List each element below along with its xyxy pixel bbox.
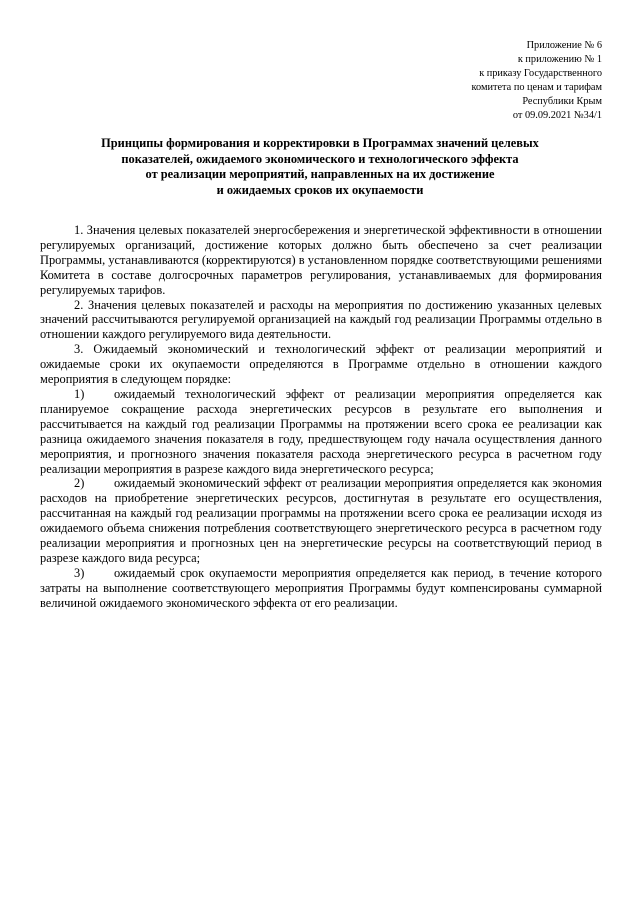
document-body [40, 223, 602, 611]
appendix-line: комитета по ценам и тарифам [471, 81, 602, 93]
appendix-line: к приложению № 1 [517, 53, 602, 65]
list-item-number: 3) [74, 565, 85, 580]
paragraph-1: 1. Значения целевых показателей энергосбережения и энергетической эффективности в отношении регулируемых организаций, достижение которых должно быть обеспечено за счет реализации Программы, устанавливаются (корректируются) в установленном порядке соответствующими решениями Комитета в составе долгосрочных параметров регулирования, устанавливаемых для формирования регулируемых тарифов. [40, 223, 602, 297]
title-line: от реализации мероприятий, направленных на их достижение [145, 167, 495, 182]
list-item [40, 387, 602, 476]
appendix-line: к приказу Государственного [479, 67, 602, 79]
list-item-number: 1) [74, 386, 85, 401]
title-line: Принципы формирования и корректировки в Программах значений целевых [101, 136, 539, 150]
title-line: показателей, ожидаемого экономического и технологического эффекта [121, 151, 519, 166]
paragraph-3: 3. Ожидаемый экономический и технологический эффект от реализации мероприятий и ожидаемые сроки их окупаемости определяются в Программе отдельно в отношении каждого мероприятия в следующем порядке: [40, 342, 602, 387]
appendix-line: Республики Крым [522, 95, 602, 107]
paragraph-2: 2. Значения целевых показателей и расходы на мероприятия по достижению указанных целевых значений рассчитываются регулируемой организацией на каждый год реализации Программы отдельно в отношении каждого регулируемого вида деятельности. [40, 297, 602, 342]
appendix-header [472, 39, 602, 122]
list-item-number: 2) [74, 476, 85, 491]
title-line: и ожидаемых сроков их окупаемости [216, 182, 424, 197]
list-item [40, 476, 602, 565]
document-title [60, 136, 580, 198]
appendix-line: Приложение № 6 [526, 40, 602, 51]
appendix-line: от 09.09.2021 №34/1 [512, 109, 602, 121]
list-item-text: ожидаемый срок окупаемости мероприятия определяется как период, в течение которого затраты на выполнение соответствующего мероприятия Программы будут компенсированы суммарной величиной ожидаемого экономического эффекта от его реализации. [40, 565, 602, 610]
list-item [40, 566, 602, 611]
list-item-text: ожидаемый экономический эффект от реализации мероприятия определяется как экономия расходов на приобретение энергетических ресурсов, достигнутая в результате его осуществления, рассчитанная на каждый год реализации программы на протяжении всего срока ее реализации исходя из ожидаемого объема снижения потребления соответствующего энергетического ресурса в расчетном году реализации мероприятия и прогнозных цен на энергетические ресурсы на соответствующий период в разрезе каждого вида ресурса; [40, 476, 602, 565]
list-item-text: ожидаемый технологический эффект от реализации мероприятия определяется как планируемое сокращение расхода энергетических ресурсов в результате его выполнения и рассчитывается на каждый год реализации Программы на протяжении всего срока ее реализации как разница ожидаемого значения показателя в году, предшествующем году начала осуществления данного мероприятия, и прогнозного значения показателя расхода энергетического ресурса в расчетном году реализации мероприятия в разрезе каждого вида энергетического ресурса; [40, 386, 602, 476]
